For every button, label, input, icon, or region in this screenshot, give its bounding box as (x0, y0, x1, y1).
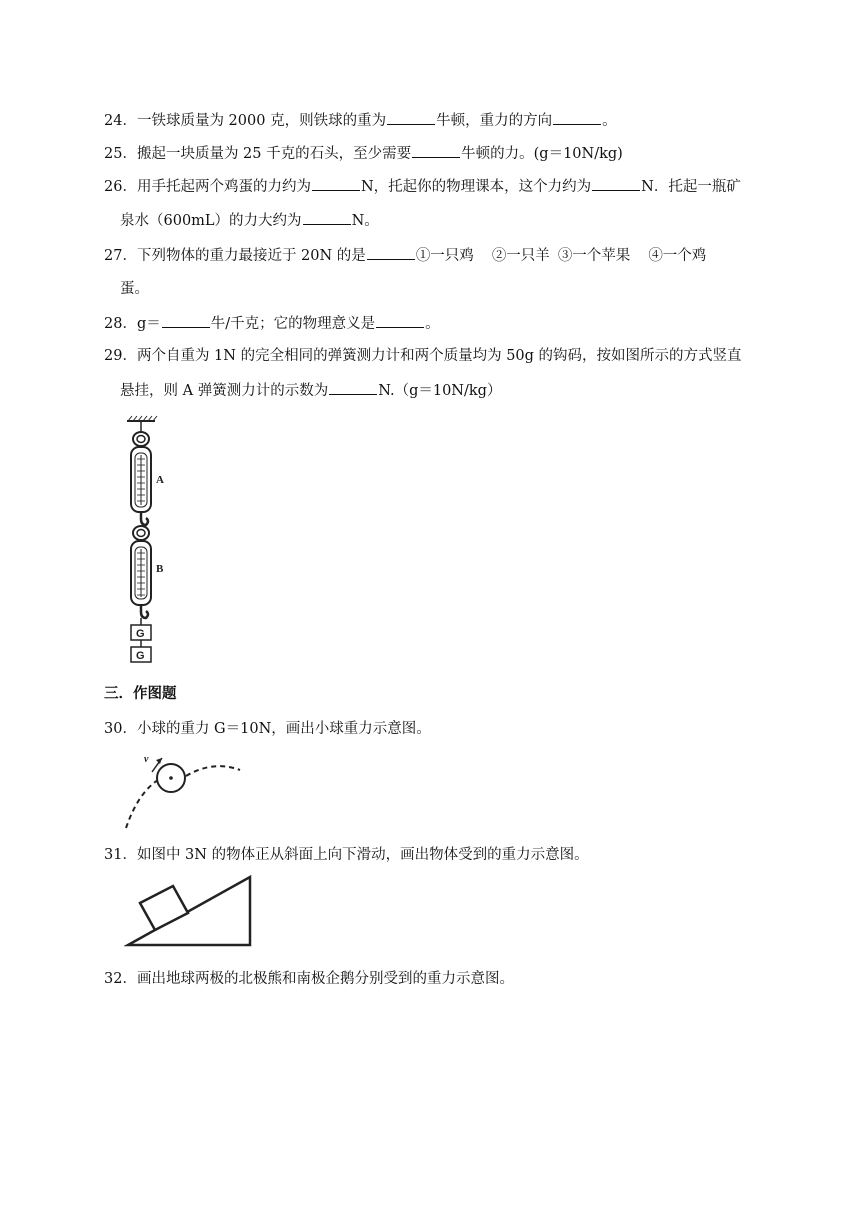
question-24 (104, 110, 617, 131)
question-number: 32． (104, 971, 137, 987)
answer-blank[interactable] (553, 110, 601, 125)
question-text: N．托起一瓶矿 (641, 179, 741, 195)
question-text: g＝ (136, 316, 161, 332)
answer-blank[interactable] (412, 143, 460, 158)
answer-blank[interactable] (376, 313, 424, 328)
question-text: N。 (351, 213, 379, 229)
question-text: 。 (602, 113, 617, 129)
question-text: 牛顿，重力的方向 (436, 113, 553, 129)
answer-blank[interactable] (387, 110, 435, 125)
weight-1-label: G (136, 628, 145, 640)
spring-scale-a (131, 432, 164, 525)
question-text: 小球的重力 G＝10N，画出小球重力示意图。 (136, 721, 431, 737)
question-text: 两个自重为 1N 的完全相同的弹簧测力计和两个质量均为 50g 的钩码，按如图所示的方式竖直 (136, 348, 742, 364)
option-4: ④一个鸡 (648, 248, 707, 264)
question-25 (104, 143, 623, 164)
spring-scale-figure (110, 415, 190, 670)
scale-b-label: B (156, 563, 164, 575)
question-number: 25． (104, 146, 137, 162)
question-28 (104, 313, 440, 334)
spring-scale-b (131, 526, 164, 618)
question-text: 。 (425, 316, 440, 332)
question-29 (104, 346, 742, 366)
section-heading: 三．作图题 (104, 686, 177, 702)
question-29-cont (120, 380, 501, 401)
answer-blank[interactable] (162, 313, 210, 328)
question-number: 30． (104, 721, 137, 737)
answer-blank[interactable] (303, 210, 351, 225)
question-text: 泉水（600mL）的力大约为 (120, 213, 302, 229)
option-2: ②一只羊 (491, 248, 550, 264)
question-text: 牛/千克；它的物理意义是 (210, 316, 376, 332)
question-text: 一铁球质量为 2000 克，则铁球的重为 (136, 113, 387, 129)
question-30 (104, 719, 431, 739)
question-31 (104, 845, 589, 865)
question-text: 搬起一块质量为 25 千克的石头，至少需要 (136, 146, 412, 162)
question-text: N，托起你的物理课本，这个力约为 (360, 179, 592, 195)
option-3: ③一个苹果 (557, 248, 631, 264)
answer-blank[interactable] (592, 176, 640, 191)
question-number: 31． (104, 847, 137, 863)
question-number: 24． (104, 113, 137, 129)
question-text: 下列物体的重力最接近于 20N 的是 (136, 248, 366, 264)
question-number: 27． (104, 248, 137, 264)
question-text: 用手托起两个鸡蛋的力约为 (136, 179, 311, 195)
question-number: 26． (104, 179, 137, 195)
answer-blank[interactable] (312, 176, 360, 191)
question-26-cont (120, 210, 379, 231)
question-text: 如图中 3N 的物体正从斜面上向下滑动，画出物体受到的重力示意图。 (136, 847, 589, 863)
question-text: 蛋。 (120, 281, 149, 297)
question-text: 悬挂，则 A 弹簧测力计的示数为 (120, 383, 329, 399)
incline-figure (124, 873, 254, 949)
question-27 (104, 245, 706, 266)
question-27-cont (120, 279, 149, 299)
ball-trajectory-figure (118, 748, 248, 830)
question-text: 牛顿的力。(g＝10N/kg) (461, 146, 623, 162)
sliding-block (140, 886, 188, 930)
question-32 (104, 969, 514, 989)
question-text: N.（g＝10N/kg） (378, 383, 502, 399)
question-number: 29． (104, 348, 137, 364)
scale-a-label: A (156, 474, 164, 486)
option-1: ①一只鸡 (415, 248, 474, 264)
velocity-label: v (144, 754, 149, 765)
question-text: 画出地球两极的北极熊和南极企鹅分别受到的重力示意图。 (136, 971, 514, 987)
question-26 (104, 176, 741, 197)
question-number: 28． (104, 316, 137, 332)
weight-2-label: G (136, 650, 145, 662)
answer-blank[interactable] (329, 380, 377, 395)
answer-blank[interactable] (367, 245, 415, 260)
